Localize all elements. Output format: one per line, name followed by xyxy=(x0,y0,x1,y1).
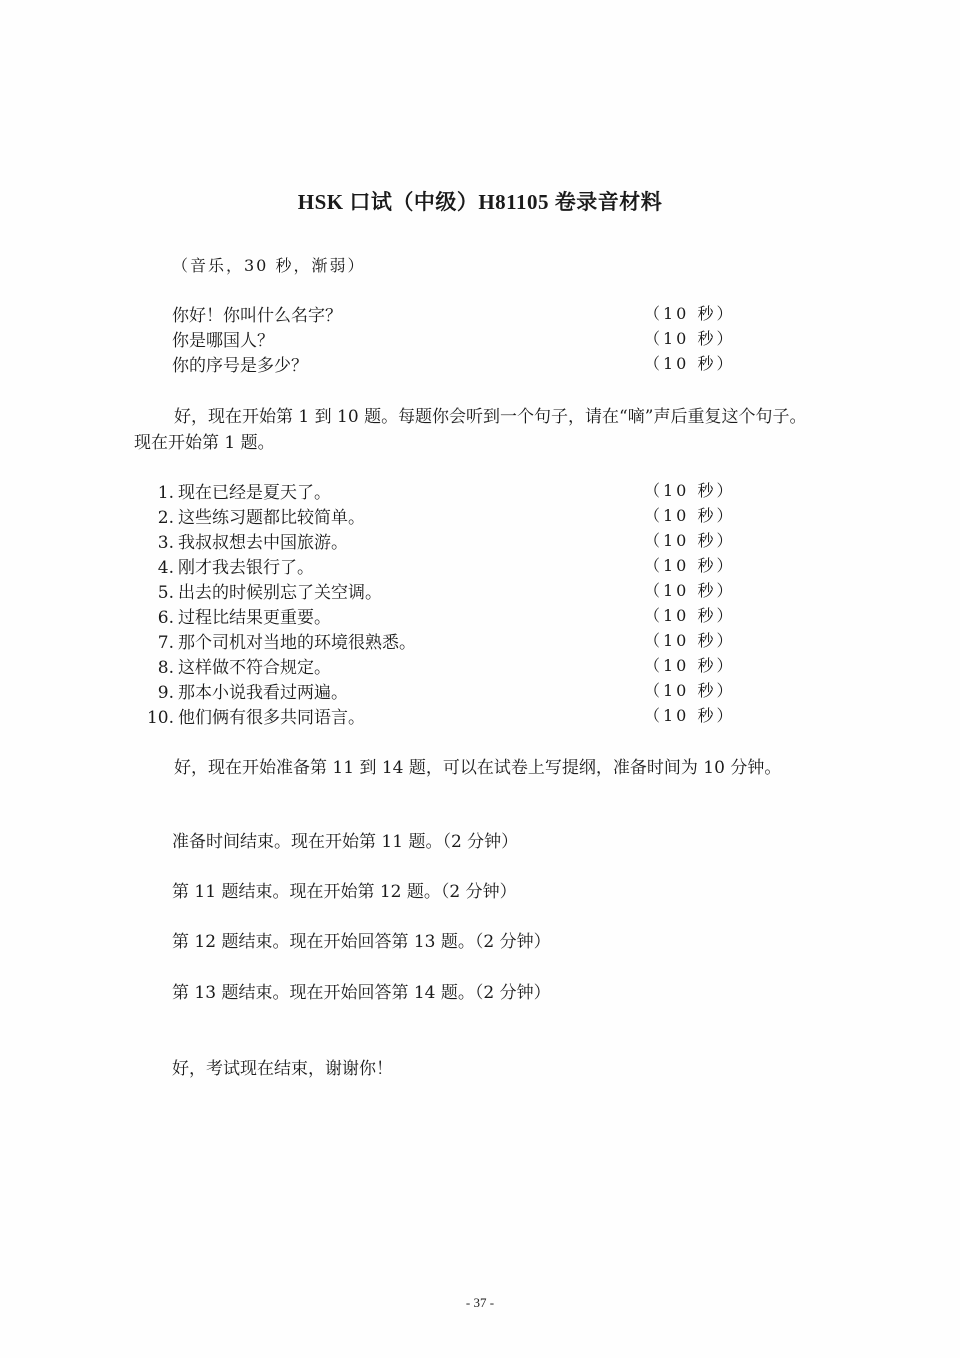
part2-step: 准备时间结束。现在开始第 11 题。（2 分钟） xyxy=(172,832,519,852)
item-text: 现在已经是夏天了。 xyxy=(178,483,331,503)
item-number: 3. xyxy=(157,533,174,553)
part2-step: 第 11 题结束。现在开始第 12 题。（2 分钟） xyxy=(172,882,517,902)
intro-question: 你是哪国人？ xyxy=(172,331,274,351)
intro-question: 你的序号是多少？ xyxy=(172,356,308,376)
item-text: 出去的时候别忘了关空调。 xyxy=(178,583,382,603)
list-item xyxy=(140,581,382,605)
item-number: 4. xyxy=(157,558,174,578)
item-duration: （10 秒） xyxy=(644,556,736,575)
list-item xyxy=(140,606,331,630)
item-text: 刚才我去银行了。 xyxy=(178,558,314,578)
item-duration: （10 秒） xyxy=(644,681,736,700)
list-item xyxy=(140,706,365,730)
part2-instructions: 好，现在开始准备第 11 到 14 题，可以在试卷上写提纲，准备时间为 10 分钟。 xyxy=(174,758,782,778)
item-duration: （10 秒） xyxy=(644,656,736,675)
item-duration: （10 秒） xyxy=(644,481,736,500)
intro-duration: （10 秒） xyxy=(644,304,736,323)
intro-duration: （10 秒） xyxy=(644,329,736,348)
list-item xyxy=(140,681,348,705)
list-item xyxy=(140,531,348,555)
item-duration: （10 秒） xyxy=(644,631,736,650)
intro-duration: （10 秒） xyxy=(644,354,736,373)
item-number: 2. xyxy=(157,508,174,528)
item-number: 6. xyxy=(157,608,174,628)
item-text: 他们俩有很多共同语言。 xyxy=(178,708,365,728)
item-duration: （10 秒） xyxy=(644,506,736,525)
part2-step: 第 12 题结束。现在开始回答第 13 题。（2 分钟） xyxy=(172,932,551,952)
intro-question: 你好！你叫什么名字？ xyxy=(172,306,342,326)
item-text: 那本小说我看过两遍。 xyxy=(178,683,348,703)
item-duration: （10 秒） xyxy=(644,606,736,625)
part1-instructions: 好，现在开始第 1 到 10 题。每题你会听到一个句子，请在“嘀”声后重复这个句子。现在开始第 1 题。 xyxy=(134,407,807,453)
closing-text: 好，考试现在结束，谢谢你！ xyxy=(172,1059,393,1079)
item-text: 那个司机对当地的环境很熟悉。 xyxy=(178,633,416,653)
list-item xyxy=(140,556,314,580)
item-duration: （10 秒） xyxy=(644,581,736,600)
list-item xyxy=(140,656,331,680)
list-item xyxy=(140,506,365,530)
list-item xyxy=(140,481,331,505)
item-number: 7. xyxy=(157,633,174,653)
part2-step: 第 13 题结束。现在开始回答第 14 题。（2 分钟） xyxy=(172,983,551,1003)
item-number: 9. xyxy=(157,683,174,703)
item-number: 1. xyxy=(157,483,174,503)
music-note: （音乐，30 秒，渐弱） xyxy=(172,256,366,275)
page-title: HSK 口试（中级）H81105 卷录音材料 xyxy=(297,190,663,214)
item-text: 这些练习题都比较简单。 xyxy=(178,508,365,528)
item-number: 8. xyxy=(157,658,174,678)
item-text: 我叔叔想去中国旅游。 xyxy=(178,533,348,553)
page-number: - 37 - xyxy=(465,1295,495,1310)
item-duration: （10 秒） xyxy=(644,531,736,550)
item-duration: （10 秒） xyxy=(644,706,736,725)
item-number: 5. xyxy=(157,583,174,603)
list-item xyxy=(140,631,416,655)
item-text: 过程比结果更重要。 xyxy=(178,608,331,628)
item-number: 10. xyxy=(146,708,174,728)
item-text: 这样做不符合规定。 xyxy=(178,658,331,678)
